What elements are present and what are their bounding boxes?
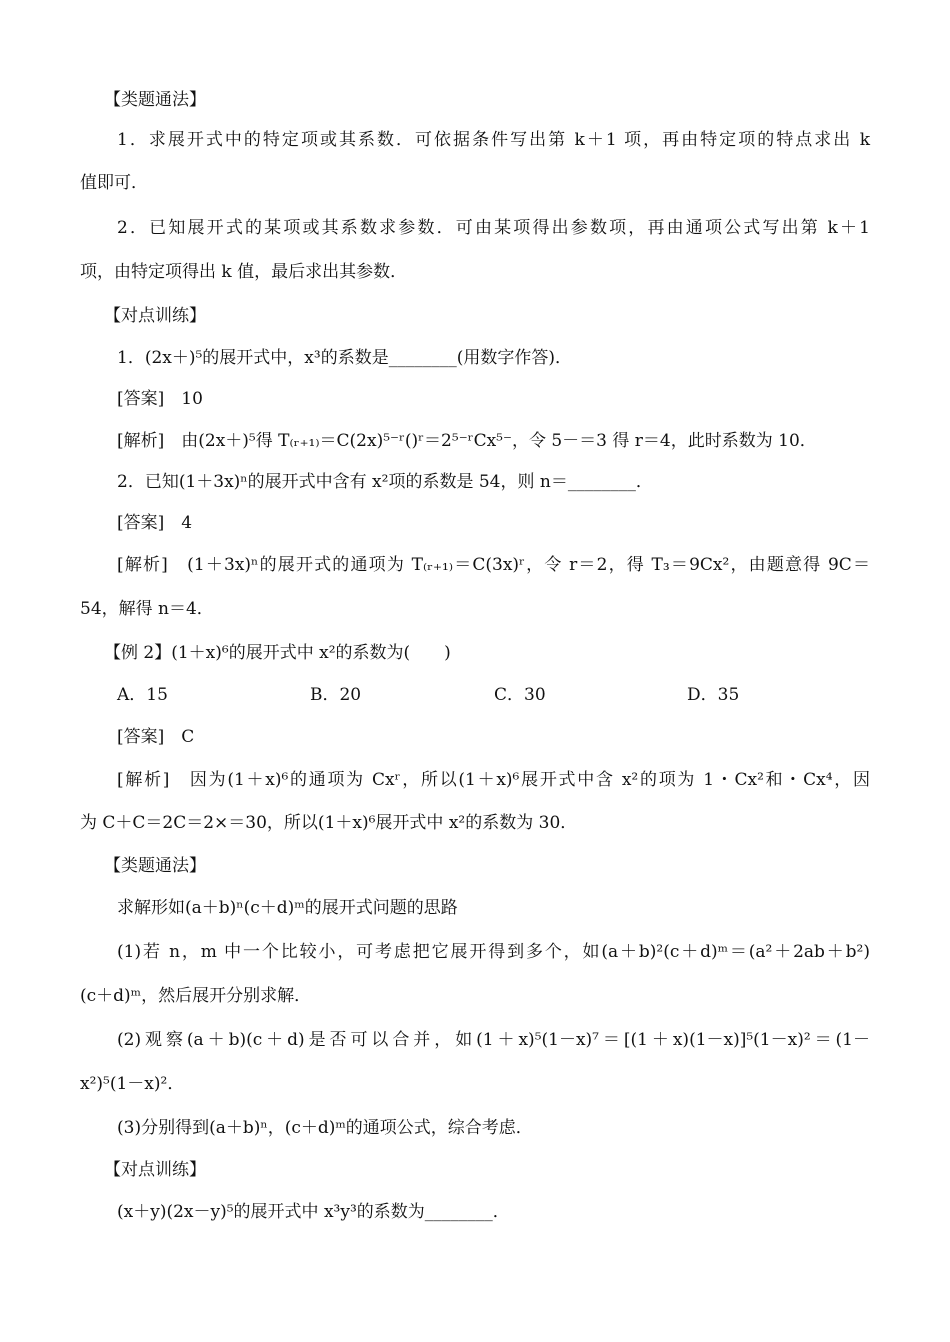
analysis: [解析] 由(2x＋)⁵得 T₍ᵣ₊₁₎＝C(2x)⁵⁻ʳ()ʳ＝2⁵⁻ʳCx⁵⁻，令 5－＝3 得 r＝4，此时系数为 10． <box>117 431 817 451</box>
paragraph: (c＋d)ᵐ，然后展开分别求解． <box>80 986 312 1006</box>
question: (x＋y)(2x－y)⁵的展开式中 x³y³的系数为________． <box>117 1202 510 1222</box>
section-heading: 【对点训练】 <box>104 1160 206 1180</box>
analysis: [解析] 因为(1＋x)⁶的通项为 Cxʳ，所以(1＋x)⁶展开式中含 x²的项为 1・Cx²和・Cx⁴，因 <box>117 770 870 790</box>
analysis: [解析] (1＋3x)ⁿ的展开式的通项为 T₍ᵣ₊₁₎＝C(3x)ʳ，令 r＝2，得 T₃＝9Cx²，由题意得 9C＝ <box>117 555 870 575</box>
paragraph: (2)观察(a＋b)(c＋d)是否可以合并，如(1＋x)⁵(1－x)⁷＝[(1＋x)(1－x)]⁵(1－x)²＝(1－ <box>117 1030 870 1050</box>
section-heading: 【对点训练】 <box>104 306 206 326</box>
paragraph: x²)⁵(1－x)²． <box>80 1074 185 1094</box>
paragraph: 2．已知展开式的某项或其系数求参数．可由某项得出参数项，再由通项公式写出第 k＋1 <box>117 218 870 238</box>
answer: [答案] 10 <box>117 389 203 409</box>
paragraph: 1．求展开式中的特定项或其系数．可依据条件写出第 k＋1 项，再由特定项的特点求出 k <box>117 130 870 150</box>
paragraph: 项，由特定项得出 k 值，最后求出其参数． <box>80 262 408 282</box>
option-d: D．35 <box>687 685 740 705</box>
paragraph: (3)分别得到(a＋b)ⁿ，(c＋d)ᵐ的通项公式，综合考虑． <box>117 1118 533 1138</box>
paragraph: 求解形如(a＋b)ⁿ(c＋d)ᵐ的展开式问题的思路 <box>117 898 458 918</box>
section-heading: 【类题通法】 <box>104 856 206 876</box>
section-heading: 【类题通法】 <box>104 90 206 110</box>
analysis: 54，解得 n＝4． <box>80 599 214 619</box>
option-b: B．20 <box>310 685 362 705</box>
answer: [答案] 4 <box>117 513 193 533</box>
example-heading: 【例 2】(1＋x)⁶的展开式中 x²的系数为( ) <box>104 643 451 663</box>
question: 2．已知(1＋3x)ⁿ的展开式中含有 x²项的系数是 54，则 n＝________． <box>117 472 653 492</box>
paragraph: 值即可． <box>80 173 148 193</box>
answer: [答案] C <box>117 727 195 747</box>
analysis: 为 C＋C＝2C＝2×＝30，所以(1＋x)⁶展开式中 x²的系数为 30． <box>80 813 578 833</box>
option-c: C．30 <box>494 685 546 705</box>
paragraph: (1)若 n，m 中一个比较小，可考虑把它展开得到多个，如(a＋b)²(c＋d)ᵐ＝(a²＋2ab＋b²) <box>117 942 870 962</box>
question: 1．(2x＋)⁵的展开式中，x³的系数是________(用数字作答)． <box>117 348 572 368</box>
option-a: A．15 <box>117 685 168 705</box>
